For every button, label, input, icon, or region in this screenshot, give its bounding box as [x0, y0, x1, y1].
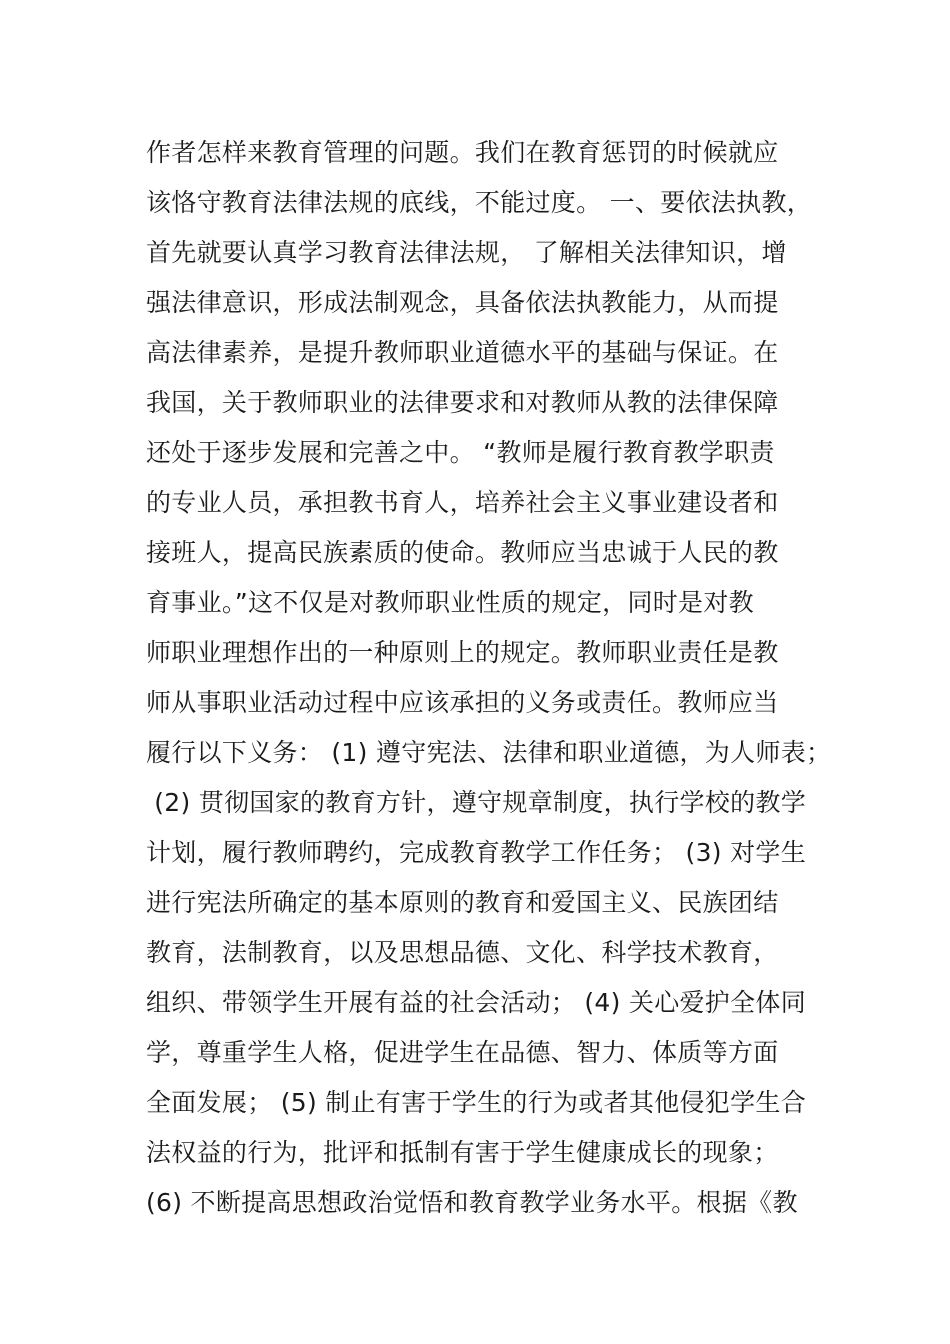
- text-line: 计划，履行教师聘约，完成教育教学工作任务； (3) 对学生: [146, 838, 807, 867]
- body-text: [146, 128, 846, 1228]
- text-line: (2) 贯彻国家的教育方针，遵守规章制度，执行学校的教学: [146, 788, 807, 817]
- text-line: 该恪守教育法律法规的底线，不能过度。 一、要依法执教，: [146, 188, 813, 217]
- text-line: 组织、带领学生开展有益的社会活动； (4) 关心爱护全体同: [146, 988, 807, 1017]
- text-line: 师从事职业活动过程中应该承担的义务或责任。教师应当: [146, 688, 779, 717]
- text-line: (6) 不断提高思想政治觉悟和教育教学业务水平。根据《教: [146, 1188, 798, 1217]
- text-line: 进行宪法所确定的基本原则的教育和爱国主义、民族团结: [146, 888, 779, 917]
- text-line: 我国，关于教师职业的法律要求和对教师从教的法律保障: [146, 388, 779, 417]
- text-line: 育事业。”这不仅是对教师职业性质的规定，同时是对教: [146, 588, 754, 617]
- text-line: 首先就要认真学习教育法律法规， 了解相关法律知识，增: [146, 238, 787, 267]
- text-line: 高法律素养，是提升教师职业道德水平的基础与保证。在: [146, 338, 779, 367]
- text-line: 强法律意识，形成法制观念，具备依法执教能力，从而提: [146, 288, 779, 317]
- text-line: 教育，法制教育，以及思想品德、文化、科学技术教育，: [146, 938, 779, 967]
- text-line: 作者怎样来教育管理的问题。我们在教育惩罚的时候就应: [146, 138, 779, 167]
- text-line: 法权益的行为，批评和抵制有害于学生健康成长的现象；: [146, 1138, 779, 1167]
- text-line: 学，尊重学生人格，促进学生在品德、智力、体质等方面: [146, 1038, 779, 1067]
- text-line: 接班人，提高民族素质的使命。教师应当忠诚于人民的教: [146, 538, 779, 567]
- text-line: 的专业人员，承担教书育人，培养社会主义事业建设者和: [146, 488, 779, 517]
- text-line: 全面发展； (5) 制止有害于学生的行为或者其他侵犯学生合: [146, 1088, 807, 1117]
- text-line: 师职业理想作出的一种原则上的规定。教师职业责任是教: [146, 638, 779, 667]
- text-line: 履行以下义务： (1) 遵守宪法、法律和职业道德，为人师表；: [146, 738, 832, 767]
- text-line: 还处于逐步发展和完善之中。 “教师是履行教育教学职责: [146, 438, 775, 467]
